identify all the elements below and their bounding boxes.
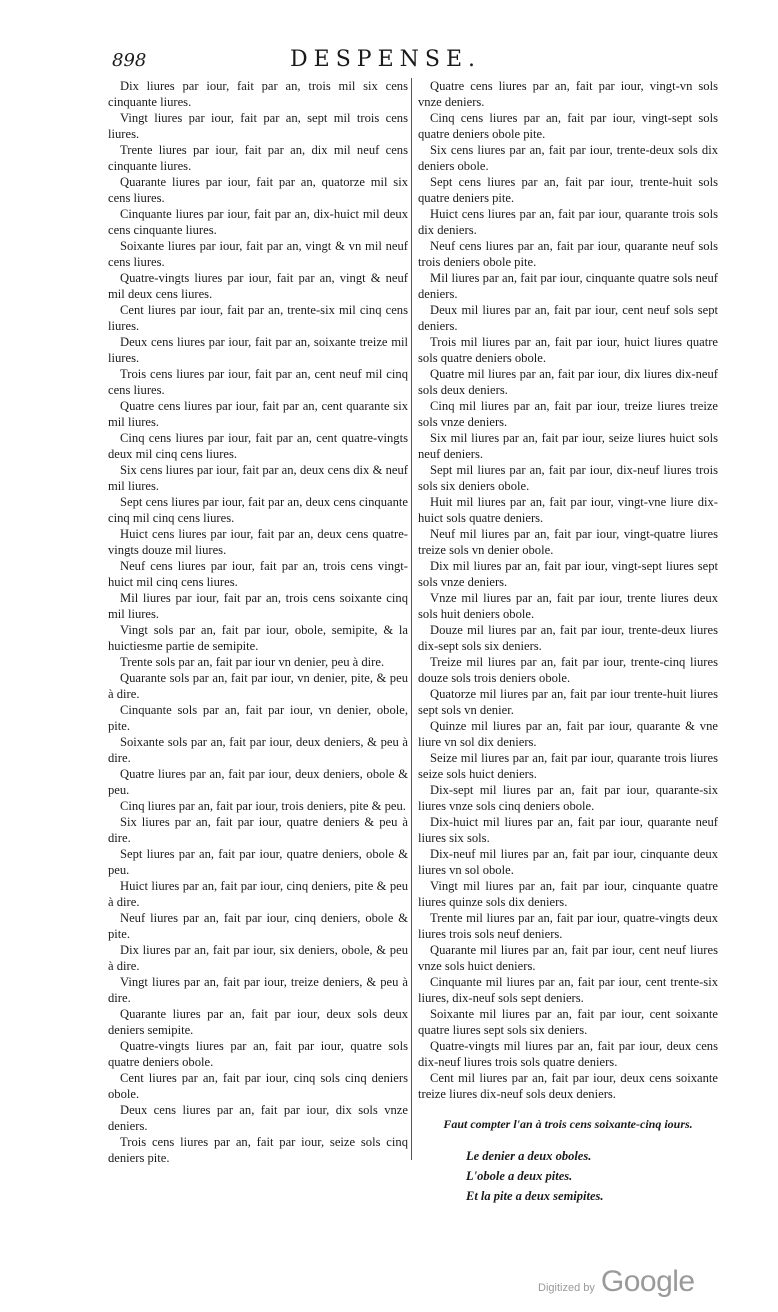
- price-entry: Soixante liures par iour, fait par an, vingt & vn mil neuf cens liures.: [108, 239, 408, 269]
- price-entry: Dix liures par iour, fait par an, trois mil six cens cinquante liures.: [108, 79, 408, 109]
- rules-list: [418, 1146, 718, 1206]
- price-entry: Cent liures par iour, fait par an, trente-six mil cinq cens liures.: [108, 303, 408, 333]
- footer-note: Faut compter l'an à trois cens soixante-cinq iours.: [443, 1117, 693, 1131]
- price-entry: Cinquante mil liures par an, fait par iour, cent trente-six liures, dix-neuf sols sept deniers.: [418, 975, 718, 1005]
- price-entry: Quatre-vingts liures par iour, fait par an, vingt & neuf mil deux cens liures.: [108, 271, 408, 301]
- price-entry: Douze mil liures par an, fait par iour, trente-deux liures dix-sept sols six deniers.: [418, 623, 718, 653]
- price-entry: Quarante sols par an, fait par iour, vn denier, pite, & peu à dire.: [108, 671, 408, 701]
- price-entry: Huict liures par an, fait par iour, cinq deniers, pite & peu à dire.: [108, 879, 408, 909]
- price-entry: Sept cens liures par iour, fait par an, deux cens cinquante cinq mil cinq cens liures.: [108, 495, 408, 525]
- digitized-by-text: Digitized by: [538, 1282, 595, 1294]
- price-entry: Vingt mil liures par an, fait par iour, cinquante quatre liures quinze sols dix deniers.: [418, 879, 718, 909]
- price-entry: Seize mil liures par an, fait par iour, quarante trois liures seize sols huict deniers.: [418, 751, 718, 781]
- price-entry: Quatre cens liures par an, fait par iour, vingt-vn sols vnze deniers.: [418, 79, 718, 109]
- price-entry: Trente liures par iour, fait par an, dix mil neuf cens cinquante liures.: [108, 143, 408, 173]
- price-entry: Deux cens liures par an, fait par iour, dix sols vnze deniers.: [108, 1103, 408, 1133]
- price-entry: Treize mil liures par an, fait par iour, trente-cinq liures douze sols trois deniers obole.: [418, 655, 718, 685]
- price-entry: Deux cens liures par iour, fait par an, soixante treize mil liures.: [108, 335, 408, 365]
- price-entry: Cinquante sols par an, fait par iour, vn denier, obole, pite.: [108, 703, 408, 733]
- price-entry: Mil liures par iour, fait par an, trois cens soixante cinq mil liures.: [108, 591, 408, 621]
- price-entry: Six cens liures par an, fait par iour, trente-deux sols dix deniers obole.: [418, 143, 718, 173]
- price-entry: Dix-huict mil liures par an, fait par iour, quarante neuf liures six sols.: [418, 815, 718, 845]
- price-entry: Dix-neuf mil liures par an, fait par iour, cinquante deux liures vn sol obole.: [418, 847, 718, 877]
- google-logo: Google: [600, 1265, 695, 1298]
- price-entry: Six liures par an, fait par iour, quatre deniers & peu à dire.: [108, 815, 408, 845]
- price-entry: Vingt liures par iour, fait par an, sept mil trois cens liures.: [108, 111, 408, 141]
- price-entry: Neuf mil liures par an, fait par iour, vingt-quatre liures treize sols vn denier obole.: [418, 527, 718, 557]
- price-entry: Sept liures par an, fait par iour, quatre deniers, obole & peu.: [108, 847, 408, 877]
- right-column: [418, 78, 718, 1206]
- price-entry: Cinquante liures par iour, fait par an, dix-huict mil deux cens cinquante liures.: [108, 207, 408, 237]
- rule-line: Et la pite a deux semipites.: [466, 1189, 604, 1203]
- price-entry: Quarante liures par iour, fait par an, quatorze mil six cens liures.: [108, 175, 408, 205]
- price-entry: Quatre liures par an, fait par iour, deux deniers, obole & peu.: [108, 767, 408, 797]
- price-entry: Quatre-vingts mil liures par an, fait par iour, deux cens dix-neuf liures trois sols quatre deniers.: [418, 1039, 718, 1069]
- price-entry: Cinq cens liures par an, fait par iour, vingt-sept sols quatre deniers obole pite.: [418, 111, 718, 141]
- price-entry: Dix liures par an, fait par iour, six deniers, obole, & peu à dire.: [108, 943, 408, 973]
- price-entry: Soixante sols par an, fait par iour, deux deniers, & peu à dire.: [108, 735, 408, 765]
- price-entry: Quinze mil liures par an, fait par iour, quarante & vne liure vn sol dix deniers.: [418, 719, 718, 749]
- digitized-by-watermark: [538, 1265, 695, 1299]
- price-entry: Quarante liures par an, fait par iour, deux sols deux deniers semipite.: [108, 1007, 408, 1037]
- price-entry: Trente sols par an, fait par iour vn denier, peu à dire.: [120, 655, 385, 669]
- price-entry: Quatorze mil liures par an, fait par iour trente-huit liures sept sols vn denier.: [418, 687, 718, 717]
- price-entry: Vnze mil liures par an, fait par iour, trente liures deux sols huit deniers obole.: [418, 591, 718, 621]
- price-entry: Mil liures par an, fait par iour, cinquante quatre sols neuf deniers.: [418, 271, 718, 301]
- price-entry: Vingt sols par an, fait par iour, obole, semipite, & la huictiesme partie de semipite.: [108, 623, 408, 653]
- price-entry: Cinq mil liures par an, fait par iour, treize liures treize sols vnze deniers.: [418, 399, 718, 429]
- price-entry: Trois cens liures par an, fait par iour, seize sols cinq deniers pite.: [108, 1135, 408, 1165]
- rule-line: L'obole a deux pites.: [466, 1169, 573, 1183]
- price-entry: Neuf liures par an, fait par iour, cinq deniers, obole & pite.: [108, 911, 408, 941]
- price-entry: Cent liures par an, fait par iour, cinq sols cinq deniers obole.: [108, 1071, 408, 1101]
- price-entry: Soixante mil liures par an, fait par iour, cent soixante quatre liures sept sols six deniers.: [418, 1007, 718, 1037]
- running-head: DESPENSE.: [290, 47, 482, 72]
- price-entry: Deux mil liures par an, fait par iour, cent neuf sols sept deniers.: [418, 303, 718, 333]
- price-entry: Vingt liures par an, fait par iour, treize deniers, & peu à dire.: [108, 975, 408, 1005]
- price-entry: Dix-sept mil liures par an, fait par iour, quarante-six liures vnze sols cinq deniers obole.: [418, 783, 718, 813]
- page-number: 898: [112, 50, 147, 71]
- left-column: [108, 78, 408, 1166]
- price-entry: Quatre-vingts liures par an, fait par iour, quatre sols quatre deniers obole.: [108, 1039, 408, 1069]
- price-entry: Six cens liures par iour, fait par an, deux cens dix & neuf mil liures.: [108, 463, 408, 493]
- price-entry: Huict cens liures par iour, fait par an, deux cens quatre-vingts douze mil liures.: [108, 527, 408, 557]
- price-entry: Huict cens liures par an, fait par iour, quarante trois sols dix deniers.: [418, 207, 718, 237]
- price-entry: Sept mil liures par an, fait par iour, dix-neuf liures trois sols six deniers obole.: [418, 463, 718, 493]
- price-entry: Neuf cens liures par iour, fait par an, trois cens vingt-huict mil cinq cens liures.: [108, 559, 408, 589]
- price-entry: Quatre mil liures par an, fait par iour, dix liures dix-neuf sols deux deniers.: [418, 367, 718, 397]
- price-entry: Neuf cens liures par an, fait par iour, quarante neuf sols trois deniers obole pite.: [418, 239, 718, 269]
- column-rule: [411, 78, 412, 1160]
- price-entry: Sept cens liures par an, fait par iour, trente-huit sols quatre deniers pite.: [418, 175, 718, 205]
- price-entry: Cinq liures par an, fait par iour, trois deniers, pite & peu.: [120, 799, 406, 813]
- price-entry: Dix mil liures par an, fait par iour, vingt-sept liures sept sols vnze deniers.: [418, 559, 718, 589]
- price-entry: Cent mil liures par an, fait par iour, deux cens soixante treize liures dix-neuf sols deux deniers.: [418, 1071, 718, 1101]
- price-entry: Huit mil liures par an, fait par iour, vingt-vne liure dix-huict sols quatre deniers.: [418, 495, 718, 525]
- price-entry: Quatre cens liures par iour, fait par an, cent quarante six mil liures.: [108, 399, 408, 429]
- price-entry: Quarante mil liures par an, fait par iour, cent neuf liures vnze sols huict deniers.: [418, 943, 718, 973]
- price-entry: Cinq cens liures par iour, fait par an, cent quatre-vingts deux mil cinq cens liures.: [108, 431, 408, 461]
- rule-line: Le denier a deux oboles.: [466, 1149, 592, 1163]
- price-entry: Six mil liures par an, fait par iour, seize liures huict sols neuf deniers.: [418, 431, 718, 461]
- price-entry: Trente mil liures par an, fait par iour, quatre-vingts deux liures trois sols neuf deniers.: [418, 911, 718, 941]
- price-entry: Trois cens liures par iour, fait par an, cent neuf mil cinq cens liures.: [108, 367, 408, 397]
- price-entry: Trois mil liures par an, fait par iour, huict liures quatre sols quatre deniers obole.: [418, 335, 718, 365]
